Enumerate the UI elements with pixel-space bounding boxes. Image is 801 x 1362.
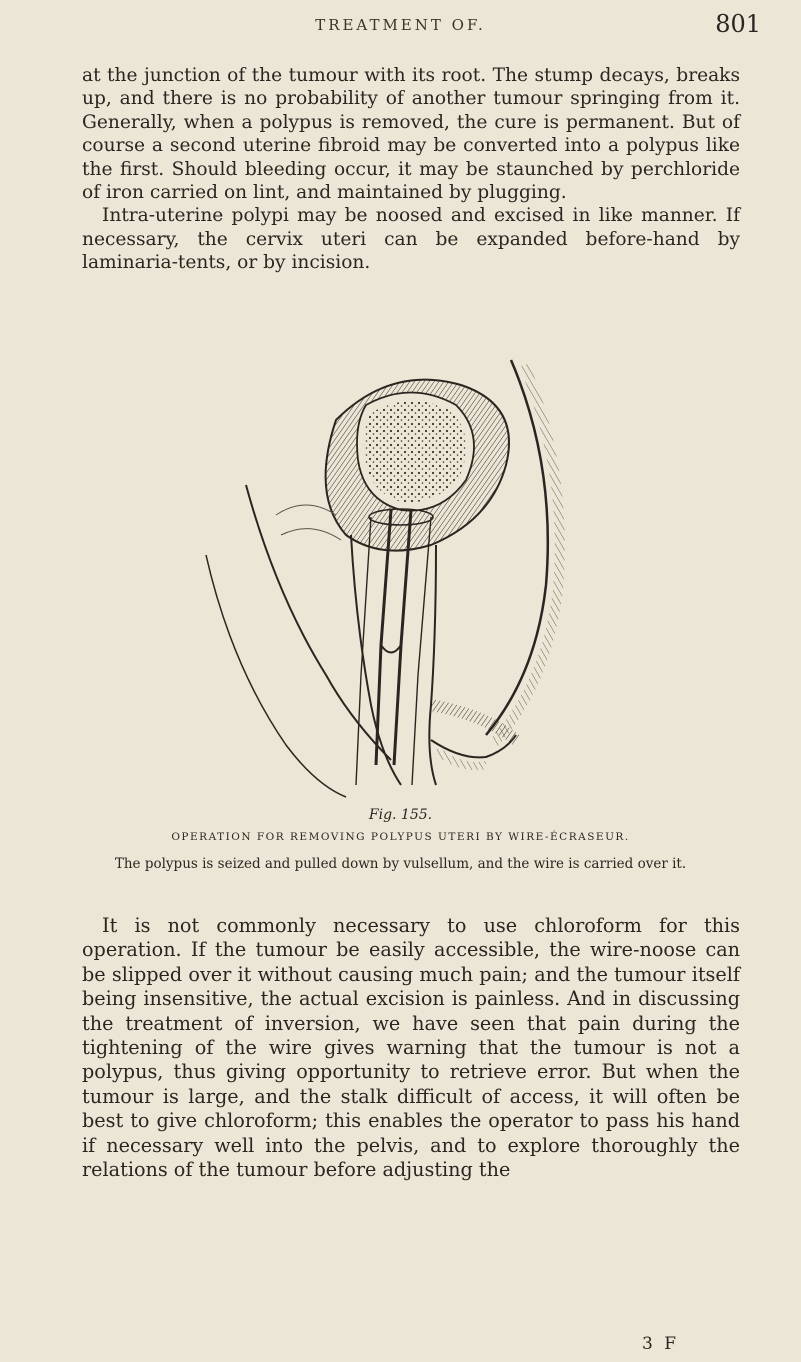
figure-title: OPERATION FOR REMOVING POLYPUS UTERI BY WIRE-ÉCRASEUR. (171, 831, 630, 843)
figure-illustration (186, 345, 586, 800)
paragraph-2: Intra-uterine polypi may be noosed and excised in like manner. If necessary, the cervix uteri can be expanded before-hand by laminaria-tents, or by incision. (82, 205, 740, 274)
text-block-upper (82, 64, 740, 275)
paragraph-1: at the junction of the tumour with its root. The stump decays, breaks up, and there is no probability of another tumour springing from it. Generally, when a polypus is removed, the cure is permanent. But of course a second uterine fibroid may be converted into a polypus like the first. Should bleeding occur, it may be staunched by perchloride of iron carried on lint, and maintained by plugging. (82, 65, 740, 204)
signature-mark: 3 F (642, 1334, 680, 1354)
running-head (0, 8, 801, 42)
text-block-lower (82, 914, 740, 1182)
polypus-operation-engraving (186, 345, 586, 800)
figure-label: Fig. 155. (368, 807, 433, 823)
page-number: 801 (715, 10, 761, 38)
figure-description: The polypus is seized and pulled down by vulsellum, and the wire is carried over it. (114, 856, 687, 872)
running-title: TREATMENT OF. (315, 16, 486, 34)
paragraph-3: It is not commonly necessary to use chloroform for this operation. If the tumour be easily accessible, the wire-noose can be slipped over it without causing much pain; and the tumour itself being insensitive, the actual excision is painless. And in discussing the treatment of inversion, we have seen that pain during the tightening of the wire gives warning that the tumour is not a polypus, thus giving opportunity to retrieve error. But when the tumour is large, and the stalk difficult of access, it will often be best to give chloroform; this enables the operator to pass his hand if necessary well into the pelvis, and to explore thoroughly the relations of the tumour before adjusting the (82, 914, 740, 1182)
